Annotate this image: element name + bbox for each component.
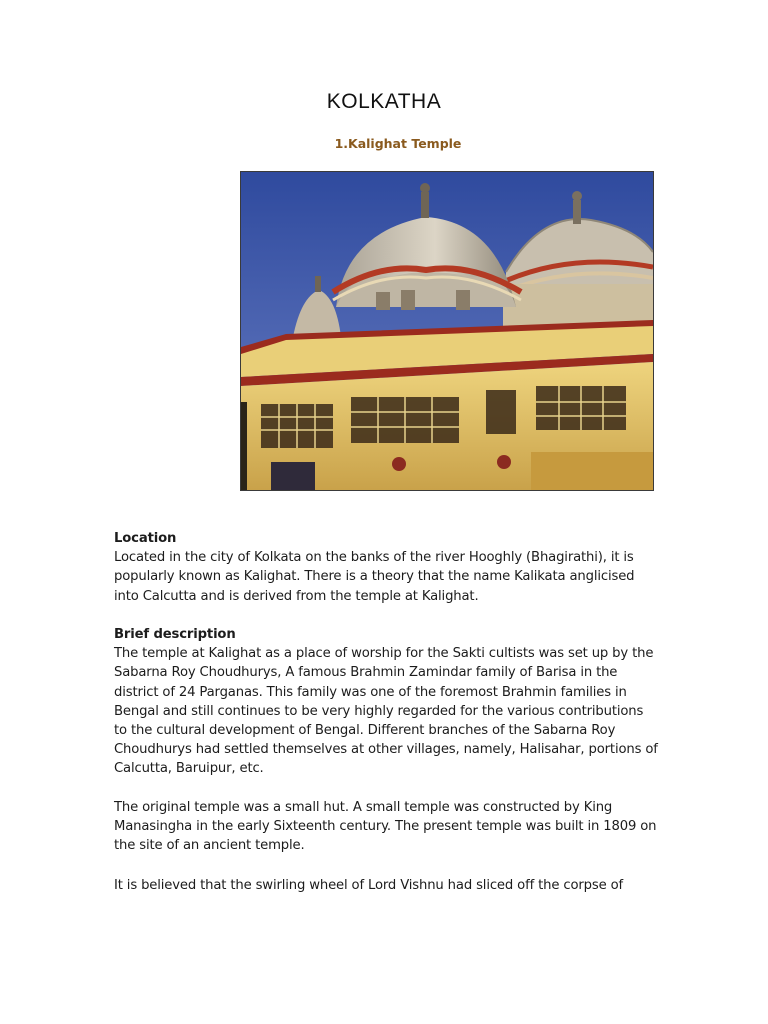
- brief-description-heading: Brief description: [114, 627, 236, 642]
- paragraph-legend: [114, 876, 659, 895]
- paragraph-history-text: The original temple was a small hut. A small temple was constructed by King Manasingha in the early Sixteenth century. The present temple was built in 1809 on the site of an ancient temple.: [114, 800, 657, 854]
- paragraph-history: [114, 798, 659, 856]
- location-block: [114, 529, 659, 606]
- document-title: KOLKATHA: [326, 90, 442, 113]
- section-title: 1.Kalighat Temple: [334, 136, 462, 151]
- location-text: Located in the city of Kolkata on the banks of the river Hooghly (Bhagirathi), it is popularly known as Kalighat. There is a theory that the name Kalikata anglicised into Calcutta and is derived from the temple at Kalighat.: [114, 550, 635, 604]
- brief-description-block: [114, 625, 659, 779]
- location-heading: Location: [114, 531, 177, 546]
- brief-description-text: The temple at Kalighat as a place of worship for the Sakti cultists was set up by the Sabarna Roy Choudhurys, A famous Brahmin Zamindar family of Barisa in the district of 24 Parganas. This family was one of the foremost Brahmin families in Bengal and still continues to be very highly regarded for the various contributions to the cultural development of Bengal. Different branches of the Sabarna Roy Choudhurys had settled themselves at other villages, namely, Halisahar, portions of Calcutta, Baruipur, etc.: [114, 646, 658, 777]
- paragraph-legend-text: It is believed that the swirling wheel of Lord Vishnu had sliced off the corpse of: [114, 878, 623, 893]
- kalighat-temple-photo: [240, 171, 654, 491]
